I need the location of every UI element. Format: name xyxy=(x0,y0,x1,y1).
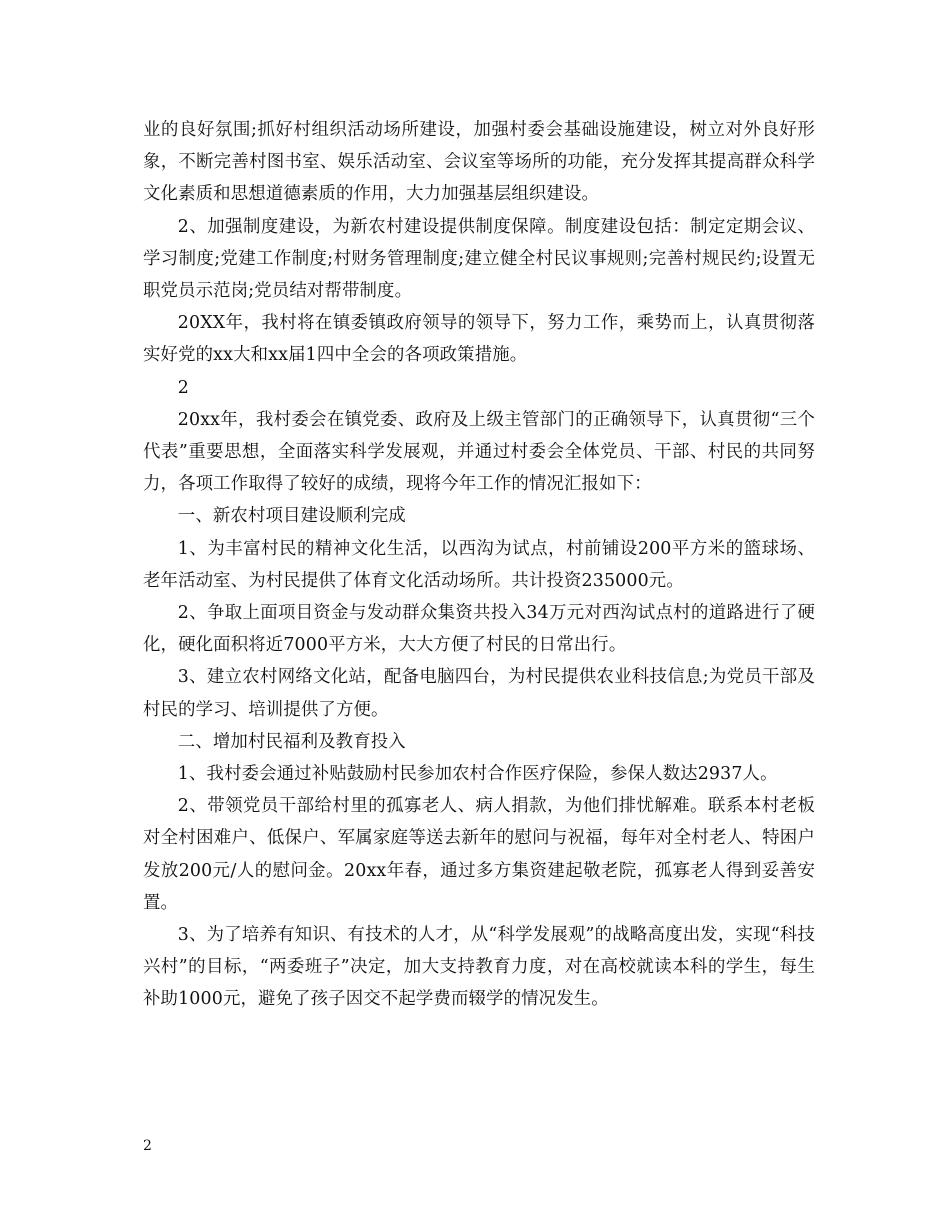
paragraph-report-intro: 20xx年，我村委会在镇党委、政府及上级主管部门的正确领导下，认真贯彻“三个代表”重要思想，全面落实科学发展观，并通过村委会全体党员、干部、村民的共同努力，各项工作取得了较好的成绩，现将今年工作的情况汇报如下： xyxy=(143,409,815,495)
document-body xyxy=(143,114,815,1016)
paragraph-network-station: 3、建立农村网络文化站，配备电脑四台，为村民提供农业科技信息;为党员干部及村民的学习、培训提供了方便。 xyxy=(143,667,815,720)
paragraph-road-hardening: 2、争取上面项目资金与发动群众集资共投入34万元对西沟试点村的道路进行了硬化，硬化面积将近7000平方米，大大方便了村民的日常出行。 xyxy=(143,603,815,656)
page-number: 2 xyxy=(143,1138,152,1154)
section-number: 2 xyxy=(177,377,190,398)
heading-new-rural-projects: 一、新农村项目建设顺利完成 xyxy=(177,506,406,527)
heading-welfare-education: 二、增加村民福利及教育投入 xyxy=(177,731,406,752)
paragraph-next-year-plan: 20XX年，我村将在镇委镇政府领导的领导下，努力工作，乘势而上，认真贯彻落实好党的xx大和xx届1四中全会的各项政策措施。 xyxy=(143,313,815,366)
paragraph-system-building: 2、加强制度建设，为新农村建设提供制度保障。制度建设包括：制定定期会议、学习制度;党建工作制度;村财务管理制度;建立健全村民议事规则;完善村规民约;设置无职党员示范岗;党员结对帮带制度。 xyxy=(143,216,815,302)
paragraph-education-subsidy: 3、为了培养有知识、有技术的人才，从“科学发展观”的战略高度出发，实现“科技兴村”的目标，“两委班子”决定，加大支持教育力度，对在高校就读本科的学生，每生补助1000元，避免了孩子因交不起学费而辍学的情况发生。 xyxy=(143,925,815,1010)
paragraph-elderly-care: 2、带领党员干部给村里的孤寡老人、病人捐款，为他们排忧解难。联系本村老板对全村困难户、低保户、军属家庭等送去新年的慰问与祝福，每年对全村老人、特困户发放200元/人的慰问金。20xx年春，通过多方集资建起敬老院，孤寡老人得到妥善安置。 xyxy=(143,796,815,913)
paragraph-continuation: 业的良好氛围;抓好村组织活动场所建设，加强村委会基础设施建设，树立对外良好形象，不断完善村图书室、娱乐活动室、会议室等场所的功能，充分发挥其提高群众科学文化素质和思想道德素质的作用，大力加强基层组织建设。 xyxy=(143,120,815,205)
paragraph-medical-insurance: 1、我村委会通过补贴鼓励村民参加农村合作医疗保险，参保人数达2937人。 xyxy=(177,764,778,785)
paragraph-basketball-court: 1、为丰富村民的精神文化生活，以西沟为试点，村前铺设200平方米的篮球场、老年活动室、为村民提供了体育文化活动场所。共计投资235000元。 xyxy=(143,538,815,591)
